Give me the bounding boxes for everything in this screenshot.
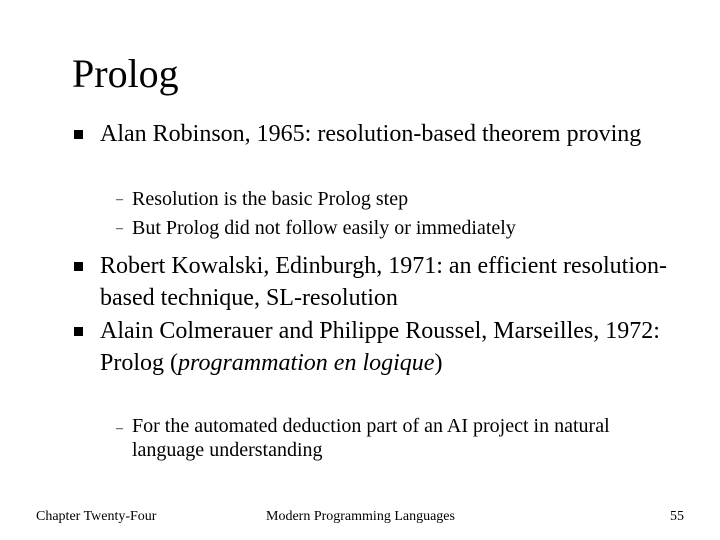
sub-bullet-marker: – (116, 421, 123, 436)
bullet-marker (74, 262, 83, 271)
sub-bullet-marker: – (116, 221, 123, 236)
sub-bullet-text: For the automated deduction part of an AI project in natural language understanding (132, 415, 610, 461)
bullet-text-italic: programmation en logique (178, 350, 435, 376)
bullet-text (100, 315, 660, 379)
footer-course-title: Modern Programming Languages (266, 509, 455, 524)
bullet-text-part: ) (434, 350, 443, 376)
sub-bullet-text: But Prolog did not follow easily or immediately (132, 217, 516, 239)
slide-title: Prolog (72, 51, 179, 96)
footer-chapter: Chapter Twenty-Four (36, 509, 157, 524)
bullet-text: Robert Kowalski, Edinburgh, 1971: an efficient resolution-based technique, SL-resolution (100, 253, 668, 311)
bullet-text-part: Alain Colmerauer and Philippe Roussel, Marseilles, 1972: Prolog ( (100, 318, 660, 376)
sub-bullet-text: Resolution is the basic Prolog step (132, 188, 409, 210)
bullet-text: Alan Robinson, 1965: resolution-based theorem proving (100, 121, 642, 147)
bullet-marker (74, 130, 83, 139)
sub-bullet-marker: – (116, 192, 123, 207)
footer-page-number: 55 (670, 509, 684, 524)
bullet-marker (74, 327, 83, 336)
